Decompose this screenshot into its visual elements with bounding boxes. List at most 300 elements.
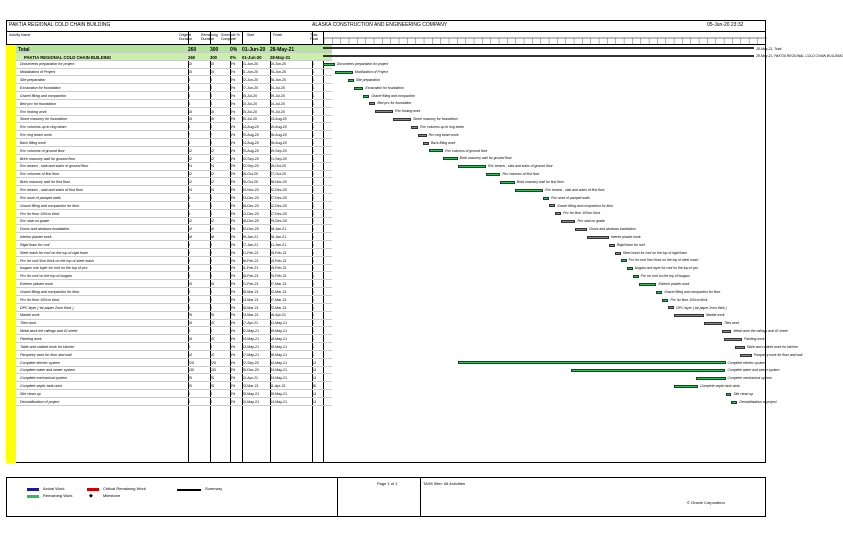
activity-bar[interactable] [515, 189, 544, 192]
activity-bar[interactable] [348, 79, 354, 82]
cell-d2: 12 [210, 219, 214, 224]
cell-name: DPC layer ( tar paper 2mm thick ) [20, 305, 74, 310]
bar-label: 28-May-21, Total [756, 46, 782, 51]
activity-bar[interactable] [722, 330, 732, 333]
table-row[interactable] [16, 296, 332, 304]
cell-start: 06-Feb-21 [242, 258, 259, 263]
cell-name: Brick masonry wall for ground floor [20, 156, 76, 161]
cell-name: Stone masonry for foundation [20, 117, 68, 122]
activity-bar[interactable] [549, 204, 555, 207]
cell-fl: 1 [312, 266, 314, 271]
cell-fl: 1 [312, 125, 314, 130]
cell-fl: 1 [312, 313, 314, 318]
table-row[interactable] [16, 335, 332, 343]
cell-pct: 0% [230, 329, 236, 334]
table-row[interactable] [16, 202, 332, 210]
activity-bar[interactable] [458, 361, 726, 364]
col-finish[interactable]: Finish [273, 33, 283, 37]
cell-d1: 8 [188, 86, 190, 91]
cell-d1: 5 [188, 101, 190, 106]
bar-label: Site preparation [355, 77, 380, 82]
summary-bar[interactable] [323, 55, 754, 57]
cell-start: 26-Dec-20 [242, 368, 259, 373]
table-row[interactable] [16, 139, 332, 147]
cell-pct: 0% [230, 321, 236, 326]
cell-pct: 0% [230, 376, 236, 381]
total-row[interactable] [16, 45, 332, 53]
activity-bar[interactable] [429, 149, 443, 152]
cell-d1: 8 [188, 329, 190, 334]
cell-pct: 0% [230, 86, 236, 91]
bar-label: Rcc work of parapet walls [551, 195, 590, 200]
bar-label: Isogam one layer for roof on the top of pcc [634, 266, 699, 271]
cell-d2: 12 [210, 148, 214, 153]
cell-name: Rigid foam for roof [20, 242, 50, 247]
milestone-icon: ◆ [89, 493, 93, 499]
table-row[interactable] [16, 100, 332, 108]
cell-name: Rcc beams , slab and stairs of first floor [20, 187, 83, 192]
cell-pct: 0% [230, 172, 236, 177]
table-row[interactable] [16, 382, 332, 390]
table-row[interactable] [16, 280, 332, 288]
cell-name: Marble work [20, 313, 40, 318]
bar-label: Rigid foam for roof [616, 242, 645, 247]
cell-pct: 0% [230, 297, 236, 302]
bar-label: 28-May-21, PAKTIA REGIONAL COLD CHAIN BUILDING [756, 54, 843, 59]
cell-fl: 1 [312, 203, 314, 208]
col-remaining-duration[interactable]: Remaining Duration [201, 33, 218, 41]
cell-d1: 5 [188, 399, 190, 404]
cell-fl: 1 [312, 156, 314, 161]
cell-name: Rcc columns of first floor [20, 172, 60, 177]
col-start[interactable]: Start [247, 33, 255, 37]
cell-pct: 0% [230, 195, 236, 200]
cell-d2: 25 [210, 313, 214, 318]
cell-pct: 0% [230, 78, 236, 83]
activity-bar[interactable] [621, 259, 627, 262]
cell-finish: 14-May-21 [270, 399, 288, 404]
cell-start: 10-Sep-20 [242, 156, 259, 161]
cell-fl: 1 [312, 329, 314, 334]
cell-finish: 04-May-21 [270, 376, 288, 381]
cell-fl: 1 [312, 93, 314, 98]
cell-d2: 8 [210, 86, 212, 91]
table-row[interactable] [16, 171, 332, 179]
bar-label: Steel mash for roof on the top of rigid foam [622, 250, 687, 255]
cell-finish: 05-Feb-21 [270, 250, 287, 255]
cell-name: Gravel filling and compaction for floor [20, 289, 80, 294]
cell-d2: 10 [210, 227, 214, 232]
cell-finish: 04-May-21 [270, 368, 288, 373]
cell-finish: 01-May-21 [270, 321, 288, 326]
group-row[interactable] [16, 53, 332, 61]
cell-start: 10-Apr-21 [242, 376, 258, 381]
summary-bar[interactable] [323, 47, 754, 49]
cell-d1: 5 [188, 305, 190, 310]
cell-name: Table and cabinet work for kitchen [20, 344, 75, 349]
cell-start: 05-May-21 [242, 391, 260, 396]
activity-bar[interactable] [575, 228, 587, 231]
cell-start: 18-Mar-21 [242, 305, 259, 310]
cell-finish: 08-Nov-20 [270, 180, 287, 185]
table-row[interactable] [16, 249, 332, 257]
cell-d1: 15 [188, 321, 192, 326]
cell-start: 01-Feb-21 [242, 250, 259, 255]
cell-pct: 0% [230, 109, 236, 114]
cell-fl: 1 [312, 140, 314, 145]
table-row[interactable] [16, 359, 332, 367]
cell-name: Rcc columns up to ring beam [20, 125, 67, 130]
activity-table [16, 45, 332, 406]
bar-label: Mobilization of Project [354, 70, 388, 75]
cell-finish: 12-Mar-21 [270, 289, 287, 294]
cell-start: 30-Dec-20 [242, 227, 259, 232]
cell-d1: 15 [188, 70, 192, 75]
activity-bar[interactable] [555, 212, 561, 215]
activity-bar[interactable] [354, 87, 364, 90]
cell-start: 14-Aug-20 [242, 125, 259, 130]
bar-label: Back filling work [430, 140, 456, 145]
cell-fl: 1 [312, 101, 314, 106]
table-row[interactable] [16, 163, 332, 171]
cell-d1: 5 [188, 78, 190, 83]
table-row[interactable] [16, 194, 332, 202]
cell-d2: 15 [210, 282, 214, 287]
cell-d2: 24 [210, 164, 214, 169]
activity-bar[interactable] [704, 322, 722, 325]
cell-fl: 13 [312, 368, 316, 373]
cell-name: Complete water and sewer system [20, 368, 76, 373]
cell-d1: 12 [188, 148, 192, 153]
cell-start: 29-Aug-20 [242, 148, 259, 153]
activity-bar[interactable] [323, 63, 335, 66]
cell-pct: 0% [230, 266, 236, 271]
cell-pct: 0% [230, 344, 236, 349]
col-percent-complete[interactable]: Schedule % Complete [221, 33, 240, 41]
cell-start: 28-Oct-20 [242, 180, 258, 185]
cell-pct: 0% [230, 250, 236, 255]
cell-start: 20-Aug-20 [242, 133, 259, 138]
activity-bar[interactable] [423, 142, 429, 145]
bar-label: Excavation for foundation [365, 85, 404, 90]
activity-bar[interactable] [486, 173, 500, 176]
bar-label: Table and cabinet work for kitchen [746, 344, 798, 349]
table-row[interactable] [16, 272, 332, 280]
activity-bar[interactable] [443, 157, 457, 160]
table-row[interactable] [16, 92, 332, 100]
cell-fl: 1 [312, 219, 314, 224]
cell-finish: 26-Jun-20 [270, 78, 287, 83]
cell-d1: 20 [188, 384, 192, 389]
cell-d2: 5 [210, 391, 212, 396]
cell-fl: 1 [312, 289, 314, 294]
table-row[interactable] [16, 61, 332, 69]
cell-d1: 24 [188, 164, 192, 169]
cell-start: 10-May-21 [242, 399, 260, 404]
table-row[interactable] [16, 327, 332, 335]
cell-finish: 10-Jun-20 [270, 62, 287, 67]
table-row[interactable] [16, 367, 332, 375]
cell-d2: 6 [210, 125, 212, 130]
cell-fl: 1 [312, 109, 314, 114]
cell-d2: 24 [210, 187, 214, 192]
cell-d1: 5 [188, 266, 190, 271]
cell-pct: 0% [230, 140, 236, 145]
legend-milestone: Milestone [103, 493, 121, 498]
activity-bar[interactable] [543, 197, 549, 200]
activity-bar[interactable] [500, 181, 514, 184]
activity-bar[interactable] [609, 244, 615, 247]
cell-pct: 0% [230, 125, 236, 130]
table-row[interactable] [16, 233, 332, 241]
cell-name: Rcc footing work [20, 109, 47, 114]
cell-finish: 11-Apr-21 [270, 384, 286, 389]
activity-bar[interactable] [740, 354, 752, 357]
table-row[interactable] [16, 351, 332, 359]
bar-label: Gravel filling and compaction for floor [664, 289, 721, 294]
cell-pct: 0% [230, 282, 236, 287]
activity-bar[interactable] [571, 369, 726, 372]
activity-bar[interactable] [731, 401, 737, 404]
activity-bar[interactable] [375, 110, 393, 113]
table-row[interactable] [16, 312, 332, 320]
cell-d1: 5 [188, 195, 190, 200]
activity-bar[interactable] [615, 252, 621, 255]
cell-finish: 15-Oct-20 [270, 164, 286, 169]
group-finish: 28-May-21 [270, 54, 291, 60]
bar-label: Rcc columns up to ring beam [420, 125, 465, 129]
activity-bar[interactable] [668, 306, 674, 309]
cell-finish: 19-Aug-20 [270, 125, 287, 130]
activity-bar[interactable] [418, 134, 426, 137]
cell-name: Pcc for floor 100cm thick [20, 297, 60, 302]
bar-label: Rcc beams , slab and stairs of ground floor [488, 164, 553, 169]
table-row[interactable] [16, 116, 332, 124]
bar-label: Rcc columns of ground floor [445, 148, 488, 153]
cell-pct: 0% [230, 164, 236, 169]
table-row[interactable] [16, 178, 332, 186]
bar-label: Demobilization of project [739, 399, 777, 404]
cell-name: Isogam one layer for roof on the top of pcc [20, 266, 88, 271]
activity-bar[interactable] [726, 393, 732, 396]
cell-name: Demobilization of project [20, 399, 60, 404]
cell-finish: 21-Sep-20 [270, 156, 287, 161]
activity-bar[interactable] [674, 314, 704, 317]
table-row[interactable] [16, 218, 332, 226]
cell-d1: 7 [188, 133, 190, 138]
cell-fl: 1 [312, 227, 314, 232]
company-name: ALASKA CONSTRUCTION AND ENGINEERING COMPANY [312, 22, 448, 28]
row-highlight-strip [6, 45, 16, 463]
activity-bar[interactable] [335, 71, 353, 74]
cell-fl: 1 [312, 305, 314, 310]
cell-finish: 18-May-21 [270, 337, 288, 342]
cell-name: Pcc for roof 5cm thick on the top of steel mash [20, 258, 94, 263]
activity-bar[interactable] [458, 165, 487, 168]
cell-d1: 12 [188, 156, 192, 161]
table-row[interactable] [16, 390, 332, 398]
cell-pct: 0% [230, 117, 236, 122]
cell-d1: 15 [188, 282, 192, 287]
cell-d1: 6 [188, 125, 190, 130]
cell-pct: 0% [230, 62, 236, 67]
table-row[interactable] [16, 155, 332, 163]
cell-start: 13-Dec-20 [242, 211, 259, 216]
cell-finish: 12-Dec-20 [270, 203, 287, 208]
activity-bar[interactable] [627, 267, 633, 270]
cell-start: 22-Sep-20 [242, 360, 259, 365]
table-row[interactable] [16, 288, 332, 296]
table-row[interactable] [16, 108, 332, 116]
cell-d2: 5 [210, 195, 212, 200]
table-row[interactable] [16, 210, 332, 218]
cell-name: Gravel filling and compaction for floor [20, 203, 80, 208]
activity-bar[interactable] [696, 377, 726, 380]
table-row[interactable] [16, 225, 332, 233]
legend-critical: Critical Remaining Work [103, 486, 146, 491]
cell-name: Rcc work of parapet walls [20, 195, 61, 200]
activity-bar[interactable] [587, 236, 608, 239]
table-row[interactable] [16, 320, 332, 328]
table-row[interactable] [16, 147, 332, 155]
table-row[interactable] [16, 257, 332, 265]
table-row[interactable] [16, 343, 332, 351]
cell-d2: 5 [210, 211, 212, 216]
cell-finish: 10-Feb-21 [270, 258, 287, 263]
cell-d1: 25 [188, 376, 192, 381]
cell-fl: 13 [312, 360, 316, 365]
cell-fl: 1 [312, 235, 314, 240]
cell-start: 27-Jun-20 [242, 86, 259, 91]
cell-fl: 1 [312, 195, 314, 200]
activity-bar[interactable] [656, 291, 662, 294]
cell-d2: 5 [210, 140, 212, 145]
cell-d1: 5 [188, 258, 190, 263]
cell-fl: 1 [312, 187, 314, 192]
cell-pct: 0% [230, 187, 236, 192]
activity-bar[interactable] [633, 275, 639, 278]
bar-label: Rcc footing work [395, 109, 421, 114]
cell-name: Rcc slab on grade [20, 219, 49, 224]
activity-bar[interactable] [674, 385, 698, 388]
cell-finish: 09-May-21 [270, 329, 288, 334]
bar-label: Gravel filling and compaction for floor [557, 203, 614, 208]
total-label: Total [18, 46, 30, 53]
cell-d1: 5 [188, 250, 190, 255]
col-total-float[interactable]: Total Float [310, 33, 318, 41]
table-row[interactable] [16, 374, 332, 382]
cell-d2: 8 [210, 329, 212, 334]
table-row[interactable] [16, 76, 332, 84]
activity-bar[interactable] [411, 126, 418, 129]
bar-label: Tiles work [723, 321, 740, 326]
cell-finish: 17-Mar-21 [270, 297, 287, 302]
cell-pct: 0% [230, 305, 236, 310]
cell-start: 22-Jun-20 [242, 78, 259, 83]
table-row[interactable] [16, 123, 332, 131]
cell-pct: 0% [230, 101, 236, 106]
bar-label: Pcc for floor 100cm thick [670, 297, 708, 302]
cell-pct: 0% [230, 156, 236, 161]
activity-bar[interactable] [561, 220, 575, 223]
cell-name: Brick masonry wall for first floor [20, 180, 70, 185]
cell-d2: 5 [210, 297, 212, 302]
cell-fl: 1 [312, 274, 314, 279]
activity-bar[interactable] [662, 299, 668, 302]
activity-bar[interactable] [369, 102, 375, 105]
col-activity-name[interactable]: Activity Name [9, 33, 31, 37]
table-row[interactable] [16, 304, 332, 312]
cell-pct: 0% [230, 337, 236, 342]
table-row[interactable] [16, 265, 332, 273]
table-row[interactable] [16, 84, 332, 92]
cell-d1: 15 [188, 337, 192, 342]
activity-bar[interactable] [393, 118, 411, 121]
cell-d2: 5 [210, 289, 212, 294]
cell-pct: 0% [230, 242, 236, 247]
cell-d2: 7 [210, 133, 212, 138]
cell-name: Complete electric system [20, 360, 61, 365]
cell-finish: 07-Dec-20 [270, 195, 287, 200]
activity-bar[interactable] [639, 283, 657, 286]
cell-d2: 12 [210, 156, 214, 161]
activity-bar[interactable] [735, 346, 745, 349]
cell-pct: 0% [230, 203, 236, 208]
cell-d2: 5 [210, 258, 212, 263]
cell-d2: 5 [210, 305, 212, 310]
cell-fl: 13 [312, 376, 316, 381]
cell-start: 11-Jun-20 [242, 70, 258, 75]
cell-name: Interior plaster work [20, 235, 52, 240]
cell-finish: 07-Mar-21 [270, 282, 287, 287]
cell-d1: 5 [188, 211, 190, 216]
cell-finish: 28-Aug-20 [270, 140, 287, 145]
cell-pct: 0% [230, 313, 236, 318]
bar-label: Site clean up [733, 391, 754, 396]
bar-label: Bed pcc for foundation [377, 101, 412, 106]
summary-swatch [177, 489, 201, 491]
table-row[interactable] [16, 186, 332, 194]
cell-start: 09-Jan-21 [242, 235, 259, 240]
cell-start: 02-May-21 [242, 329, 260, 334]
col-original-duration[interactable]: Original Duration [179, 33, 193, 41]
cell-fl: 13 [312, 391, 316, 396]
cell-name: Bed pcc for foundation [20, 101, 56, 106]
bar-label: Brick masonry wall for ground floor [459, 156, 512, 161]
table-row[interactable] [16, 241, 332, 249]
table-row[interactable] [16, 69, 332, 77]
cell-d2: 5 [210, 93, 212, 98]
activity-bar[interactable] [724, 338, 742, 341]
cell-start: 21-Feb-21 [242, 282, 259, 287]
bar-label: Marble work [706, 313, 725, 318]
cell-name: Site clean up [20, 391, 41, 396]
activity-bar[interactable] [363, 95, 369, 98]
cell-finish: 17-Dec-20 [270, 211, 287, 216]
remaining-work-swatch [27, 495, 39, 498]
cell-fl: 1 [312, 62, 314, 67]
cell-finish: 29-Jul-20 [270, 109, 285, 114]
cell-start: 15-Jul-20 [242, 109, 257, 114]
cell-pct: 0% [230, 360, 236, 365]
cell-d1: 25 [188, 313, 192, 318]
cell-d1: 5 [188, 140, 190, 145]
cell-finish: 16-Apr-21 [270, 313, 286, 318]
cell-name: Doors and windows installation [20, 227, 70, 232]
table-row[interactable] [16, 131, 332, 139]
table-row[interactable] [16, 398, 332, 406]
cell-d2: 15 [210, 337, 214, 342]
